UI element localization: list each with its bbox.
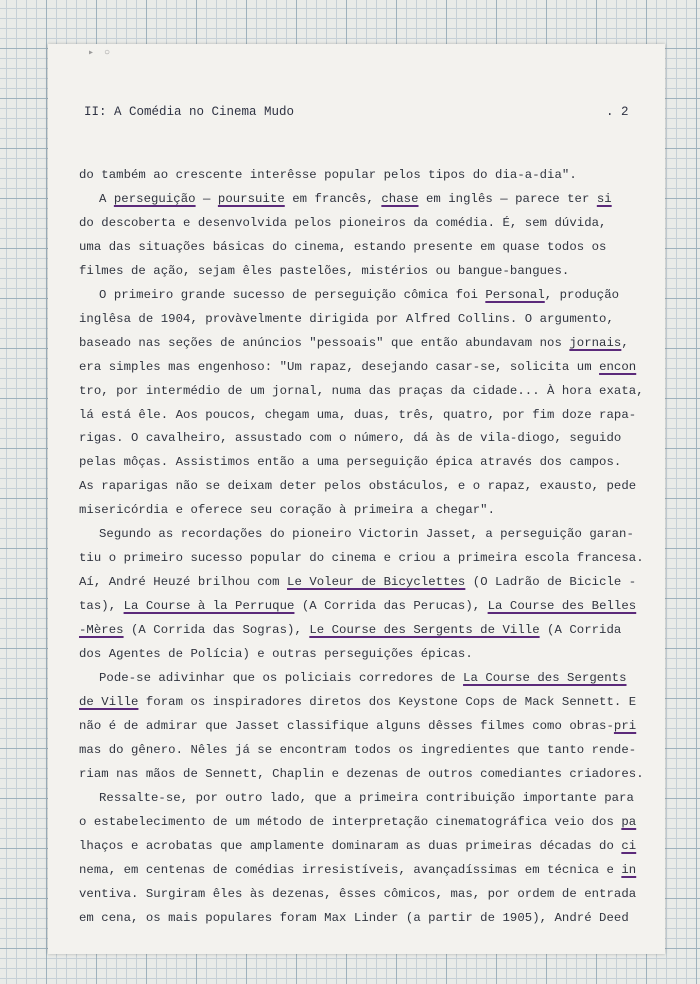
text-segment: era simples mas engenhoso: "Um rapaz, desejando casar-se, solicita um [79,359,600,374]
text-segment: baseado nas seções de anúncios "pessoais" que então abundavam nos [79,335,570,350]
text-segment: inglêsa de 1904, provàvelmente dirigida por Alfred Collins. O argumento, [79,311,614,326]
underlined-term: chase [381,191,419,206]
text-segment: — [195,191,218,206]
text-segment: uma das situações básicas do cinema, estando presente em quase todos os [79,239,607,254]
underlined-term: de Ville [79,694,139,709]
text-line [79,859,644,883]
faint-top-mark: ▸ ○ [88,48,113,59]
underlined-term: si [596,191,612,206]
underlined-term: Personal [485,287,545,302]
text-line [79,619,644,643]
chapter-header: II: A Comédia no Cinema Mudo [84,105,295,119]
text-line [79,715,644,739]
text-line [79,883,644,907]
text-line [79,739,644,763]
text-line [79,404,644,428]
text-line [79,212,644,236]
text-segment: em cena, os mais populares foram Max Linder (a partir de 1905), André Deed [79,910,629,925]
text-segment: não é de admirar que Jasset classifique alguns dêsses filmes como obras- [79,718,614,733]
text-segment: foram os inspiradores diretos dos Keystone Cops de Mack Sennett. E [138,694,637,709]
text-line [79,164,644,188]
text-segment: lhaços e acrobatas que amplamente dominaram as duas primeiras décadas do [79,838,622,853]
text-line [79,907,644,931]
text-segment: , produção [544,287,620,302]
text-segment: As raparigas não se deixam deter pelos obstáculos, e o rapaz, exausto, pede [79,479,637,494]
text-segment: Segundo as recordações do pioneiro Victorin Jasset, a perseguição garan- [99,527,634,542]
text-line [79,427,644,451]
typed-body-text [79,164,644,931]
text-line [79,787,644,811]
text-line [79,763,644,787]
text-segment: do também ao crescente interêsse popular pelos tipos do dia-a-dia". [79,168,577,182]
text-segment: O primeiro grande sucesso de perseguição cômica foi [99,287,486,302]
text-segment: (A Corrida das Sogras), [123,623,310,638]
text-line [79,260,644,284]
underlined-term: jornais [569,335,622,350]
text-line [79,571,644,595]
text-segment: mas do gênero. Nêles já se encontram todos os ingredientes que tanto rende- [79,742,637,757]
underlined-term: encon [599,359,637,374]
text-line [79,499,644,523]
text-line [79,835,644,859]
text-segment: misericórdia e oferece seu coração à primeira a chegar". [79,503,496,518]
text-segment: , [621,335,629,350]
text-line [79,811,644,835]
text-segment: o estabelecimento de um método de interpretação cinematográfica veio dos [79,814,622,829]
text-segment: ventiva. Surgiram êles às dezenas, êsses cômicos, mas, por ordem de entrada [79,886,637,901]
text-segment: pelas môças. Assistimos então a uma perseguição épica através dos campos. [79,455,622,470]
text-line [79,451,644,475]
text-line [79,691,644,715]
text-segment: (O Ladrão de Bicicle - [465,575,637,590]
text-segment: rigas. O cavalheiro, assustado com o número, dá às de vila-diogo, seguido [79,431,622,446]
text-line [79,667,644,691]
text-segment: nema, em centenas de comédias irresistíveis, avançadíssimas em técnica e [79,862,622,877]
text-line [79,284,644,308]
underlined-term: in [621,862,637,877]
underlined-term: Le Voleur de Bicyclettes [287,575,466,590]
text-line [79,523,644,547]
text-line [79,475,644,499]
text-segment: lá está êle. Aos poucos, chegam uma, duas, três, quatro, por fim doze rapa- [79,407,637,422]
underlined-term: -Mères [79,623,124,638]
text-line [79,236,644,260]
text-line [79,332,644,356]
text-line [79,643,644,667]
text-segment: Ressalte-se, por outro lado, que a primeira contribuição importante para [99,790,634,805]
text-segment: Aí, André Heuzé brilhou com [79,575,288,590]
underlined-term: Le Course des Sergents de Ville [309,623,540,638]
text-line [79,188,644,212]
text-segment: (A Corrida [539,623,622,638]
text-segment: em inglês — parece ter [418,191,597,206]
underlined-term: pa [621,814,637,829]
text-segment: tiu o primeiro sucesso popular do cinema e criou a primeira escola francesa. [79,551,644,566]
text-segment: do descoberta e desenvolvida pelos pioneiros da comédia. É, sem dúvida, [79,215,607,230]
text-line [79,308,644,332]
underlined-term: La Course à la Perruque [123,599,295,614]
underlined-term: perseguição [113,191,196,206]
text-line [79,356,644,380]
underlined-term: pri [613,718,637,733]
text-line [79,380,644,404]
text-segment: tas), [79,599,124,614]
text-segment: filmes de ação, sejam êles pastelões, mistérios ou bangue-bangues. [79,263,570,278]
text-segment: riam nas mãos de Sennett, Chaplin e dezenas de outros comediantes criadores. [79,766,644,781]
text-line [79,595,644,619]
underlined-term: La Course des Belles [487,599,637,614]
text-segment: em francês, [284,191,382,206]
underlined-term: La Course des Sergents [463,671,627,686]
underlined-term: ci [621,838,637,853]
text-segment: tro, por intermédio de um jornal, numa das praças da cidade... À hora exata, [79,383,644,398]
underlined-term: poursuite [217,191,285,206]
text-segment: Pode-se adivinhar que os policiais corredores de [99,671,464,686]
text-segment: dos Agentes de Polícia) e outras perseguições épicas. [79,647,473,662]
text-segment: A [99,191,114,206]
text-line [79,547,644,571]
page-number: . 2 [606,105,629,119]
text-segment: (A Corrida das Perucas), [294,599,488,614]
